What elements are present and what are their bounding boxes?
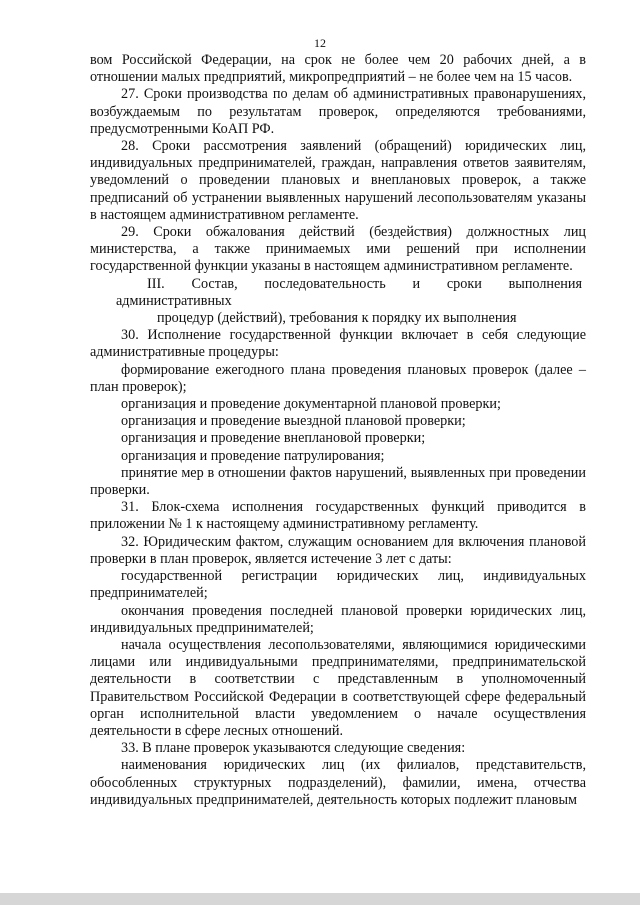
paragraph-27: 27. Сроки производства по делам об административных правонарушениях, возбуждаемым по результатам проверок, определяются требованиями, предусмотренными КоАП РФ. [90, 86, 586, 137]
list-item: наименования юридических лиц (их филиалов, представительств, обособленных структурных подразделений), фамилии, имена, отчества индивидуальных предпринимателей, деятельность которых подлежит плановым [90, 757, 586, 808]
paragraph-continuation: вом Российской Федерации, на срок не более чем 20 рабочих дней, а в отношении малых предприятий, микропредприятий – не более чем на 15 часов. [90, 52, 586, 86]
paragraph-29: 29. Сроки обжалования действий (бездействия) должностных лиц министерства, а также принимаемых ими решений при исполнении государственной функции указаны в настоящем административном регламенте. [90, 224, 586, 275]
list-item: государственной регистрации юридических лиц, индивидуальных предпринимателей; [90, 568, 586, 602]
list-item: принятие мер в отношении фактов нарушений, выявленных при проведении проверки. [90, 464, 586, 499]
scan-bottom-edge [0, 893, 640, 905]
section-heading-line-2: процедур (действий), требования к порядку их выполнения [157, 310, 517, 327]
list-item: организация и проведение внеплановой проверки; [121, 430, 426, 447]
list-item: организация и проведение документарной плановой проверки; [121, 396, 501, 413]
list-item: организация и проведение патрулирования; [121, 447, 385, 464]
list-item: начала осуществления лесопользователями, являющимися юридическими лицами или индивидуальными предпринимателями, предпринимательской деятельности в соответствии с представленным в уполномоченный Правительством Российской Федерации в соответствующей сфере федеральный орган исполнительной власти уведомлением о начале осуществления деятельности в сфере лесных отношений. [90, 636, 586, 739]
paragraph-32: 32. Юридическим фактом, служащим основанием для включения плановой проверки в план проверок, является истечение 3 лет с даты: [90, 533, 586, 567]
section-heading [90, 276, 586, 328]
paragraph-28: 28. Сроки рассмотрения заявлений (обращений) юридических лиц, индивидуальных предпринимателей, граждан, направления ответов заявителям, уведомлений о проведении плановых и внеплановых проверок, а также предписаний об устранении выявленных нарушений лесопользователям указаны в настоящем административном регламенте. [90, 138, 586, 223]
list-item: окончания проведения последней плановой проверки юридических лиц, индивидуальных предпринимателей; [90, 602, 586, 636]
paragraph-30: 30. Исполнение государственной функции включает в себя следующие административные процедуры: [90, 327, 586, 361]
list-item: формирование ежегодного плана проведения плановых проверок (далее – план проверок); [90, 361, 586, 395]
section-heading-line-1: III. Состав, последовательность и сроки выполнения административных [116, 275, 582, 309]
page-number: 12 [314, 36, 326, 50]
document-body [90, 52, 586, 809]
paragraph-31: 31. Блок-схема исполнения государственных функций приводится в приложении № 1 к настоящему административному регламенту. [90, 499, 586, 533]
paragraph-33: 33. В плане проверок указываются следующие сведения: [121, 740, 466, 757]
list-item: организация и проведение выездной плановой проверки; [121, 413, 466, 430]
